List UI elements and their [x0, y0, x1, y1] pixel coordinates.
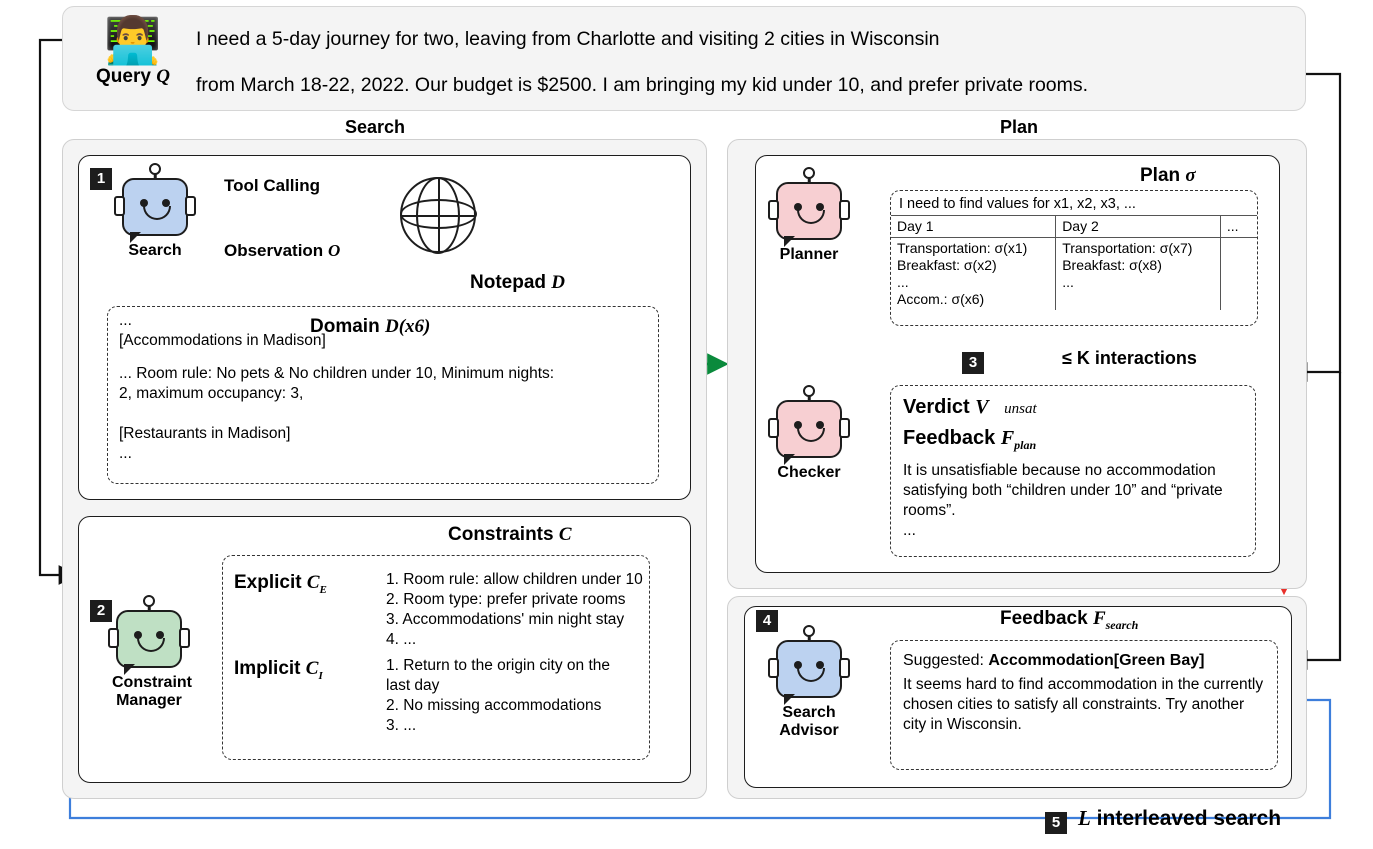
implicit-item-1: 2. No missing accommodations	[386, 697, 602, 714]
checker-robot	[772, 400, 846, 482]
table-row	[891, 216, 1257, 238]
notepad-line-6: ...	[119, 445, 132, 462]
planner-robot	[772, 182, 846, 264]
notepad-title: Notepad D	[470, 272, 566, 293]
plan-d1-transport: Transportation: σ(x1)	[897, 240, 1028, 256]
verdict-line: Verdict V unsat	[903, 396, 1037, 418]
explicit-item-1: 2. Room type: prefer private rooms	[386, 591, 626, 608]
feedback-search-title: Feedback $F_{search}$	[1000, 608, 1139, 632]
verdict-value: unsat	[1004, 401, 1037, 417]
suggested-line: Suggested: Accommodation[Green Bay]	[903, 652, 1205, 669]
footer-label: L interleaved search	[1078, 806, 1282, 830]
suggested-value: Accommodation[Green Bay]	[988, 652, 1205, 669]
notepad-line-5: [Restaurants in Madison]	[119, 425, 291, 442]
plan-title-label: Plan σ	[1140, 165, 1196, 186]
search-advisor-label-1: Search	[782, 704, 836, 721]
explicit-items	[386, 570, 646, 650]
planner-label: Planner	[779, 246, 839, 263]
plan-table-box	[890, 190, 1258, 326]
notepad-line-1: [Accommodations in Madison]	[119, 332, 326, 349]
verdict-box	[890, 385, 1256, 557]
globe-icon	[400, 177, 476, 253]
constraint-manager-label-1: Constraint	[112, 674, 192, 691]
observation-label: Observation O	[224, 241, 341, 260]
search-advisor-label-2: Advisor	[779, 722, 839, 739]
plan-table	[891, 215, 1257, 310]
notepad-line-2: ... Room rule: No pets & No children under 10, Minimum nights:	[119, 365, 555, 382]
plan-d2-more: ...	[1062, 274, 1074, 290]
plan-d2-transport: Transportation: σ(x7)	[1062, 240, 1193, 256]
checker-feedback-text: It is unsatisfiable because no accommodation satisfying both “children under 10” and “private rooms”.	[903, 462, 1223, 519]
notepad-line-0: ...	[119, 312, 132, 329]
constraints-title: Constraints C	[448, 524, 572, 545]
explicit-item-2: 3. Accommodations' min night stay	[386, 611, 625, 628]
tool-calling-label: Tool Calling	[224, 176, 321, 195]
explicit-label: Explicit $C_E$	[234, 572, 327, 596]
table-row	[891, 238, 1257, 311]
plan-more-header: ...	[1220, 216, 1257, 238]
query-text	[196, 16, 1292, 108]
implicit-label: Implicit $C_I$	[234, 658, 323, 682]
plan-d1-breakfast: Breakfast: σ(x2)	[897, 257, 997, 273]
feedback-search-box	[890, 640, 1278, 770]
query-label-symbol: Q	[156, 66, 170, 87]
query-line-2: from March 18-22, 2022. Our budget is $2500. I am bringing my kid under 10, and prefer private rooms.	[196, 74, 1089, 96]
plan-day1-header: Day 1	[891, 216, 1056, 238]
plan-intro: I need to find values for x1, x2, x3, ...	[899, 196, 1136, 212]
checker-feedback-ellipsis: ...	[903, 522, 916, 539]
plan-d2-breakfast: Breakfast: σ(x8)	[1062, 257, 1162, 273]
step-badge-4: 4	[756, 610, 778, 632]
implicit-items	[386, 656, 636, 736]
query-avatar	[78, 14, 188, 106]
implicit-item-2: 3. ...	[386, 717, 417, 734]
constraint-manager-label-2: Manager	[116, 692, 182, 709]
search-advisor-robot	[772, 640, 846, 740]
explicit-item-3: 4. ...	[386, 631, 417, 648]
step-badge-3: 3	[962, 352, 984, 374]
query-line-1: I need a 5-day journey for two, leaving from Charlotte and visiting 2 cities in Wisconsin	[196, 28, 940, 50]
checker-label: Checker	[777, 464, 841, 481]
advisor-body: It seems hard to find accommodation in the currently chosen cities to satisfy all constraints. Try another city in Wisconsin.	[903, 676, 1264, 733]
notepad-lines-2	[119, 364, 649, 464]
search-agent-label: Search	[128, 242, 182, 259]
step-badge-1: 1	[90, 168, 112, 190]
plan-d1-accom: Accom.: σ(x6)	[897, 291, 985, 307]
implicit-item-0: 1. Return to the origin city on the last day	[386, 657, 611, 694]
notepad-line-3: 2, maximum occupancy: 3,	[119, 385, 304, 402]
explicit-item-0: 1. Room rule: allow children under 10	[386, 571, 643, 588]
interactions-label: ≤ K interactions	[1062, 348, 1197, 368]
plan-day2-header: Day 2	[1056, 216, 1221, 238]
search-section-title: Search	[345, 117, 406, 137]
query-label: Query	[96, 66, 151, 87]
plan-section-title: Plan	[1000, 117, 1039, 137]
notepad-lines	[119, 311, 539, 351]
domain-title: Domain D(x6)	[310, 316, 431, 337]
search-agent-robot	[118, 178, 192, 260]
plan-d1-more: ...	[897, 274, 909, 290]
feedback-plan-line: Feedback $F_{plan}$	[903, 427, 1037, 452]
step-badge-2: 2	[90, 600, 112, 622]
constraint-manager-robot	[112, 610, 192, 710]
user-laptop-icon: 👨‍💻	[104, 14, 162, 66]
step-badge-5: 5	[1045, 812, 1067, 834]
